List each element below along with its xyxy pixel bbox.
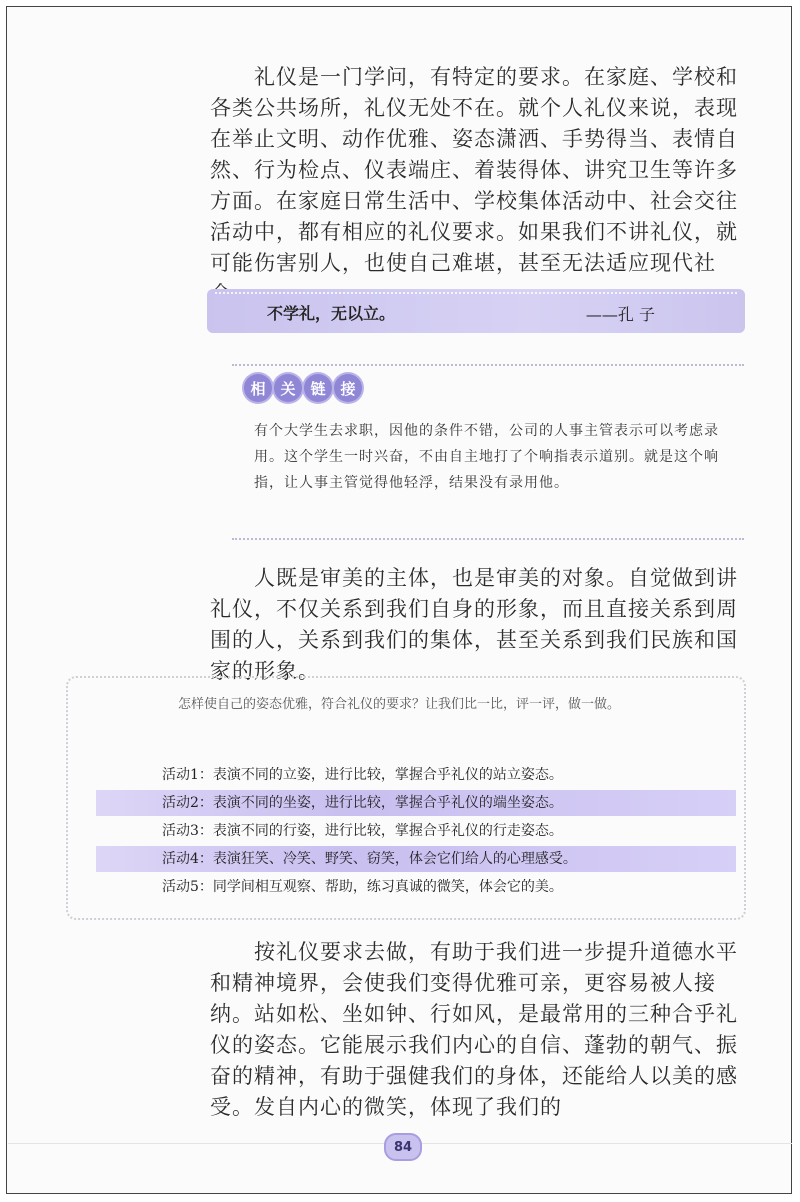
related-link-badge [244,374,362,402]
badge-char: 链 [304,374,332,402]
paragraph-posture: 按礼仪要求去做，有助于我们进一步提升道德水平和精神境界，会使我们变得优雅可亲，更容易被人接纳。站如松、坐如钟、行如风，是最常用的三种合乎礼仪的姿态。它能展示我们内心的自信、蓬勃的朝气、振奋的精神，有助于强健我们的身体，还能给人以美的感受。发自内心的微笑，体现了我们的 [210,940,738,1119]
badge-char: 关 [274,374,302,402]
quote-author: ——孔 子 [585,305,655,324]
divider [232,364,744,366]
badge-char: 接 [334,374,362,402]
activity-intro: 怎样使自己的姿态优雅，符合礼仪的要求？让我们比一比，评一评，做一做。 [178,697,621,712]
paragraph-aesthetics: 人既是审美的主体，也是审美的对象。自觉做到讲礼仪，不仅关系到我们自身的形象，而且直接关系到周围的人，关系到我们的集体，甚至关系到我们民族和国家的形象。 [210,566,738,683]
page-number: 84 [384,1133,422,1161]
related-link-text: 有个大学生去求职，因他的条件不错，公司的人事主管表示可以考虑录用。这个学生一时兴奋，不由自主地打了个响指表示道别。就是这个响指，让人事主管觉得他轻浮，结果没有录用他。 [254,423,719,491]
badge-char: 相 [244,374,272,402]
activity-item: 活动4：表演狂笑、冷笑、野笑、窃笑，体会它们给人的心理感受。 [96,846,736,872]
activity-item: 活动3：表演不同的行姿，进行比较，掌握合乎礼仪的行走姿态。 [162,823,563,839]
activity-item: 活动2：表演不同的坐姿，进行比较，掌握合乎礼仪的端坐姿态。 [96,790,736,816]
quote-banner [207,289,745,333]
divider [232,538,744,540]
activity-item: 活动1：表演不同的立姿，进行比较，掌握合乎礼仪的站立姿态。 [162,767,563,783]
paragraph-etiquette-intro: 礼仪是一门学问，有特定的要求。在家庭、学校和各类公共场所，礼仪无处不在。就个人礼仪来说，表现在举止文明、动作优雅、姿态潇洒、手势得当、表情自然、行为检点、仪表端庄、着装得体、讲究卫生等许多方面。在家庭日常生活中、学校集体活动中、社会交往活动中，都有相应的礼仪要求。如果我们不讲礼仪，就可能伤害别人，也使自己难堪，甚至无法适应现代社 [210,65,738,275]
activity-item: 活动5：同学间相互观察、帮助，练习真诚的微笑，体会它的美。 [162,879,563,895]
quote-text: 不学礼，无以立。 [267,304,396,323]
activity-box [66,676,746,920]
related-link-box [232,364,744,540]
